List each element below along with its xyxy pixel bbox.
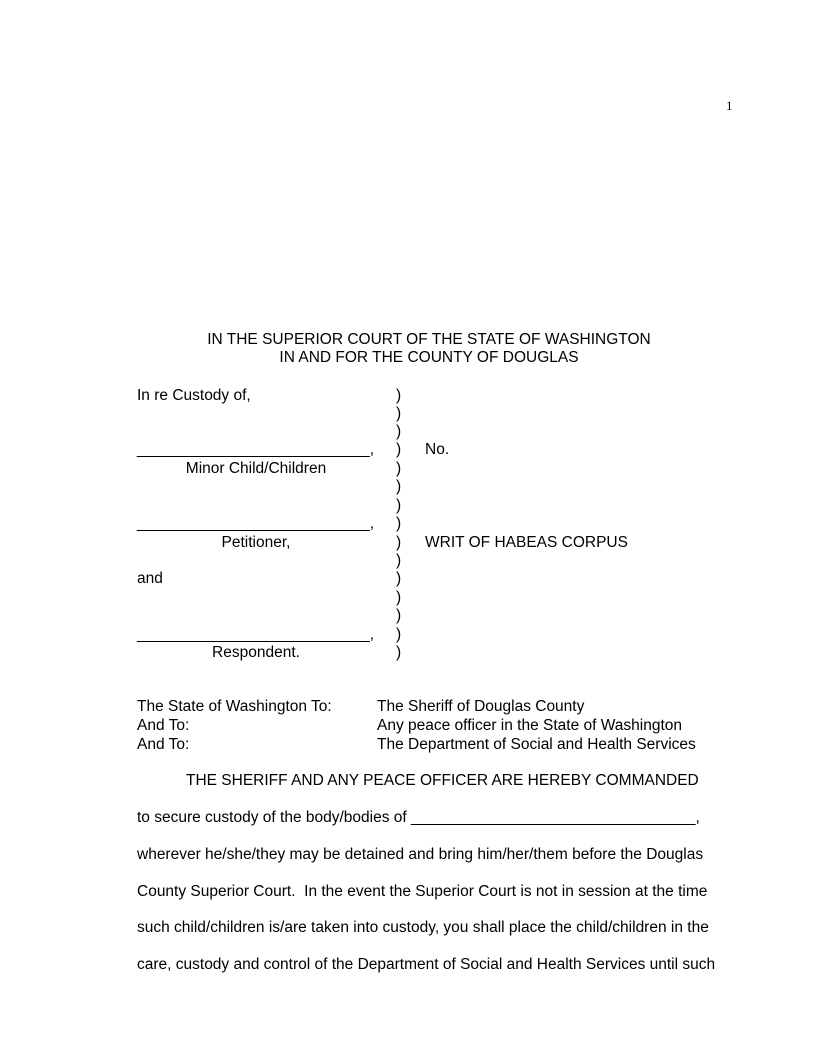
body-text-line: County Superior Court. In the event the Superior Court is not in session at the time (137, 883, 708, 900)
caption-paren: ) (396, 644, 402, 661)
caption-paren: ) (396, 387, 402, 404)
minor-child-name-blank: ___________________________, (137, 441, 375, 458)
respondent-name-blank: ___________________________, (137, 626, 375, 643)
body-text-line: to secure custody of the body/bodies of _________________________________, (137, 809, 700, 826)
in-re-label: In re Custody of, (137, 387, 251, 404)
caption-paren: ) (396, 478, 402, 495)
minor-child-label: Minor Child/Children (185, 460, 327, 477)
caption-paren: ) (396, 589, 402, 606)
caption-paren: ) (396, 423, 402, 440)
caption-paren: ) (396, 460, 402, 477)
caption-paren: ) (396, 534, 402, 551)
page-number: 1 (726, 98, 733, 113)
caption-paren: ) (396, 405, 402, 422)
caption-paren: ) (396, 626, 402, 643)
addressee-label: And To: (137, 717, 190, 734)
addressee-value: The Department of Social and Health Services (377, 736, 696, 753)
caption-paren: ) (396, 441, 402, 458)
addressee-label: And To: (137, 736, 190, 753)
caption-paren: ) (396, 497, 402, 514)
court-heading-line2: IN AND FOR THE COUNTY OF DOUGLAS (279, 349, 579, 366)
addressee-label: The State of Washington To: (137, 698, 332, 715)
body-text-line: care, custody and control of the Department of Social and Health Services until such (137, 956, 716, 973)
command-paragraph-opening: THE SHERIFF AND ANY PEACE OFFICER ARE HEREBY COMMANDED (186, 772, 699, 789)
petitioner-name-blank: ___________________________, (137, 515, 375, 532)
addressee-value: Any peace officer in the State of Washington (377, 717, 683, 734)
document-title: WRIT OF HABEAS CORPUS (425, 534, 628, 551)
caption-paren: ) (396, 515, 402, 532)
petitioner-label: Petitioner, (221, 534, 291, 551)
caption-paren: ) (396, 607, 402, 624)
addressee-value: The Sheriff of Douglas County (377, 698, 585, 715)
body-text-line: wherever he/she/they may be detained and bring him/her/them before the Douglas (137, 846, 704, 863)
caption-paren: ) (396, 552, 402, 569)
respondent-label: Respondent. (212, 644, 300, 661)
body-text-line: such child/children is/are taken into custody, you shall place the child/children in the (137, 919, 709, 936)
caption-paren: ) (396, 570, 402, 587)
case-number-label: No. (425, 441, 450, 458)
and-label: and (137, 570, 163, 587)
court-heading-line1: IN THE SUPERIOR COURT OF THE STATE OF WASHINGTON (207, 331, 651, 348)
